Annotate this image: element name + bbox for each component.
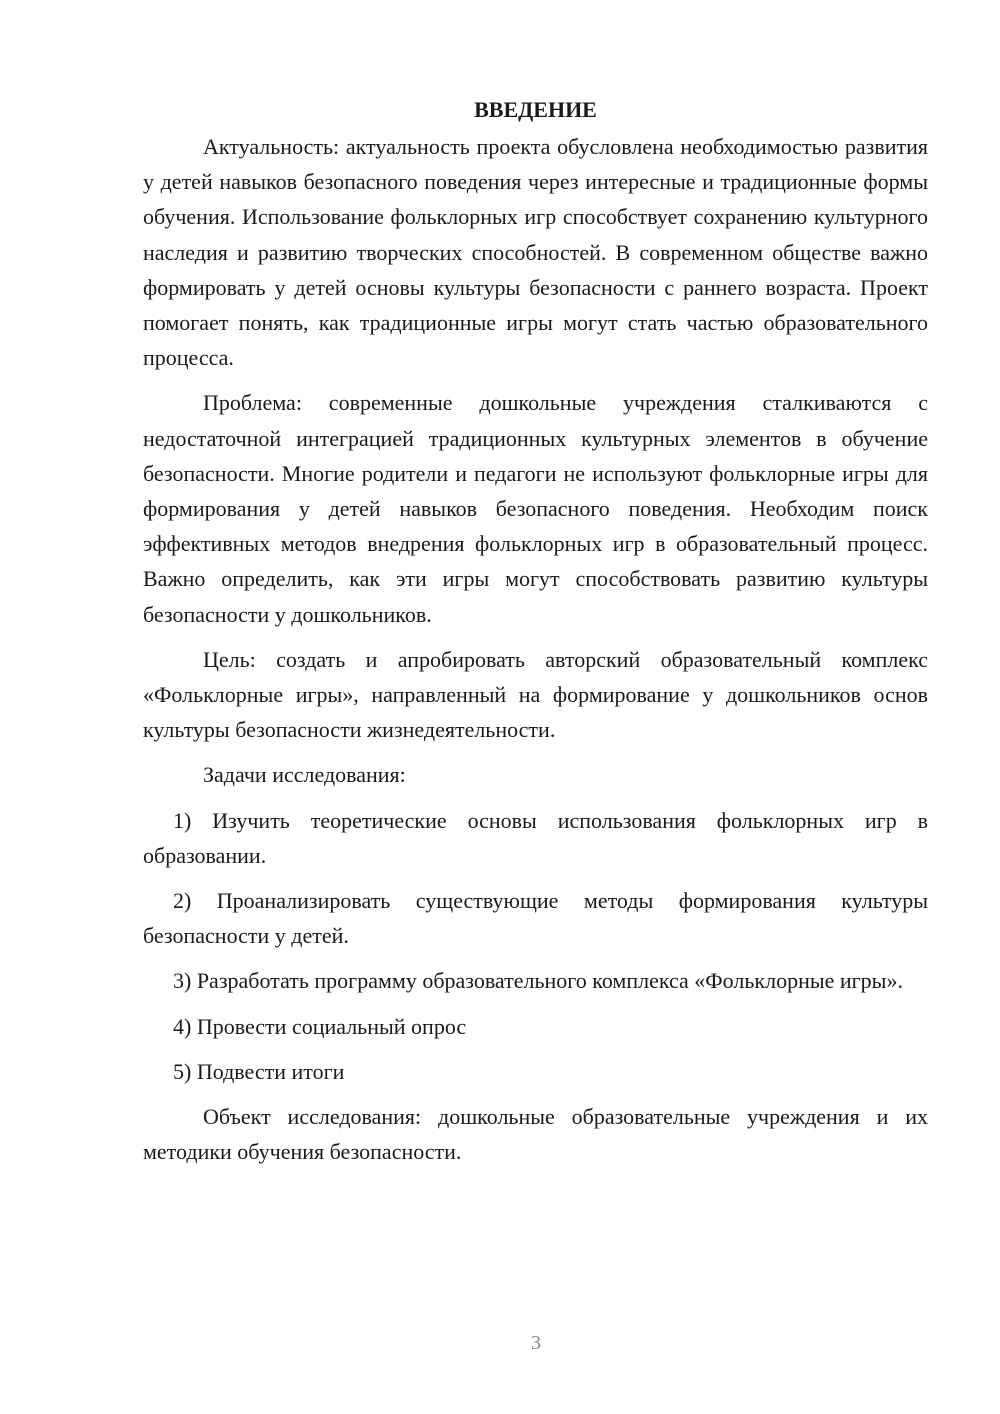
relevance-paragraph: Актуальность: актуальность проекта обусловлена необходимостью развития у детей навыков безопасного поведения через интересные и традиционные формы обучения. Использование фольклорных игр способствует сохранению культурного наследия и развитию творческих способностей. В современном обществе важно формировать у детей основы культуры безопасности с раннего возраста. Проект помогает понять, как традиционные игры могут стать частью образовательного процесса. bbox=[143, 134, 928, 371]
task-item-2: 2) Проанализировать существующие методы формирования культуры безопасности у детей. bbox=[143, 888, 928, 949]
page-title: ВВЕДЕНИЕ bbox=[474, 97, 597, 122]
object-paragraph: Объект исследования: дошкольные образовательные учреждения и их методики обучения безопасности. bbox=[143, 1104, 928, 1165]
problem-paragraph: Проблема: современные дошкольные учреждения сталкиваются с недостаточной интеграцией традиционных культурных элементов в обучение безопасности. Многие родители и педагоги не используют фольклорные игры для формирования у детей навыков безопасного поведения. Необходим поиск эффективных методов внедрения фольклорных игр в образовательный процесс. Важно определить, как эти игры могут способствовать развитию культуры безопасности у дошкольников. bbox=[143, 390, 928, 627]
task-item-1: 1) Изучить теоретические основы использования фольклорных игр в образовании. bbox=[143, 807, 928, 868]
task-item-3: 3) Разработать программу образовательного комплекса «Фольклорные игры». bbox=[173, 968, 903, 994]
task-item-4: 4) Провести социальный опрос bbox=[173, 1013, 467, 1039]
tasks-heading: Задачи исследования: bbox=[203, 762, 406, 788]
document-page bbox=[143, 92, 928, 1179]
goal-paragraph: Цель: создать и апробировать авторский образовательный комплекс «Фольклорные игры», направленный на формирование у дошкольников основ культуры безопасности жизнедеятельности. bbox=[143, 646, 928, 743]
page-number: 3 bbox=[531, 1332, 541, 1354]
task-item-5: 5) Подвести итоги bbox=[173, 1058, 345, 1084]
